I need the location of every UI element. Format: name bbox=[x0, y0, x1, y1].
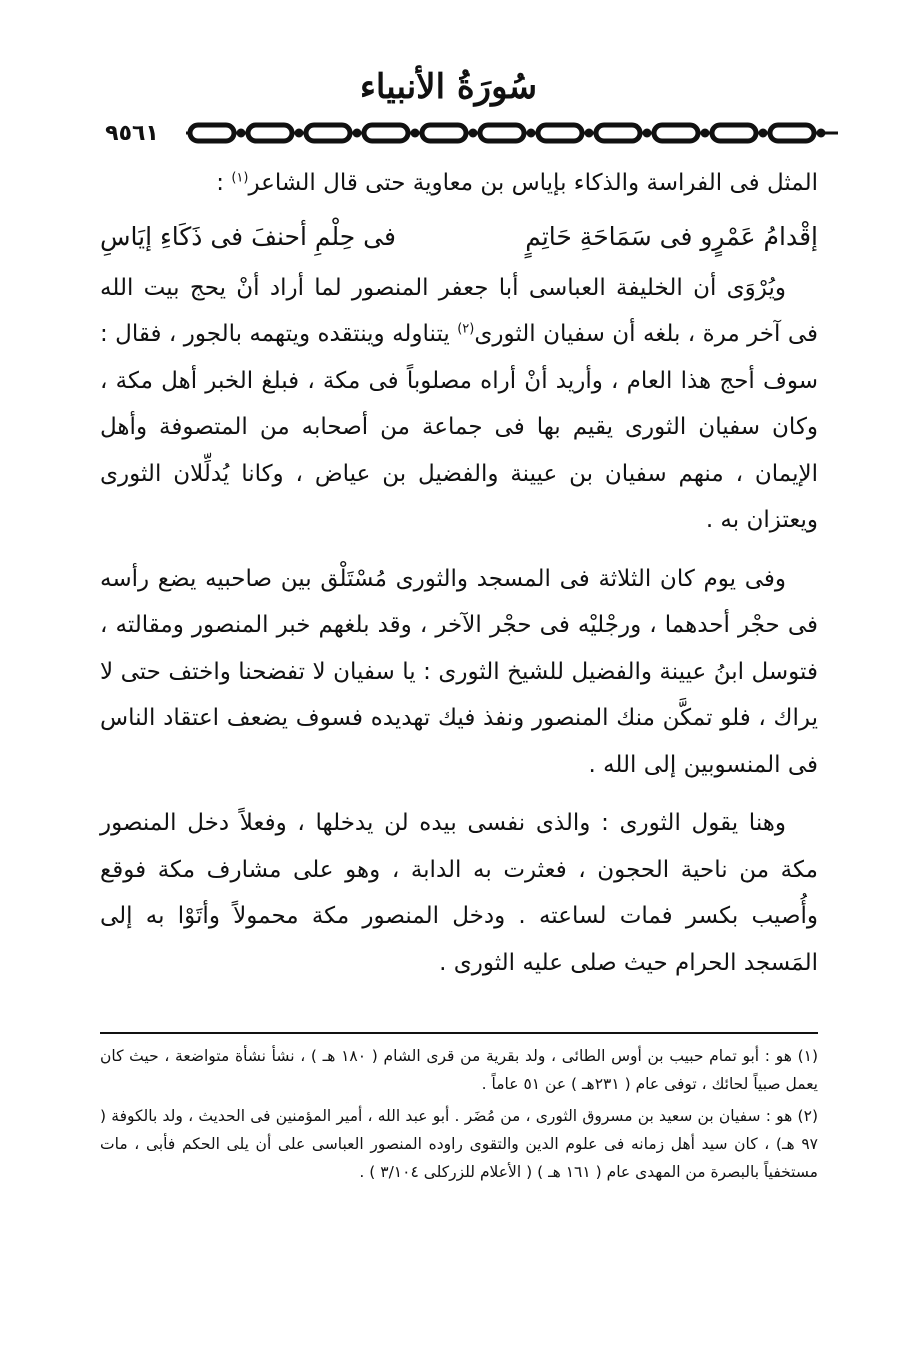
chain-dot bbox=[469, 129, 478, 138]
verse-second-hemistich: فى حِلْمِ أحنفَ فى ذَكَاءِ إيَاسِ bbox=[100, 221, 396, 251]
intro-paragraph bbox=[100, 160, 818, 207]
intro-end: : bbox=[216, 170, 232, 196]
decorative-border-strip bbox=[78, 118, 838, 148]
footnote-ref-1: (١) bbox=[231, 170, 249, 186]
chain-link bbox=[480, 125, 524, 141]
chain-dot bbox=[701, 129, 710, 138]
chain-dot bbox=[817, 129, 826, 138]
chain-dot bbox=[759, 129, 768, 138]
paragraph-1-text-a: ويُرْوَى أن الخليفة العباسى أبا جعفر المنصور لما أراد أنْ يحج بيت الله فى آخر مرة ، بلغه أن سفيان الثورى bbox=[100, 274, 818, 347]
footnote-1: (١) هو : أبو تمام حبيب بن أوس الطائى ، ولد بقرية من قرى الشام ( ١٨٠ هـ ) ، نشأ نشأة متواضعة ، حيث كان يعمل صبياً لحائك ، توفى عام ( ٢٣١هـ ) عن ٥١ عاماً . bbox=[100, 1047, 819, 1093]
footnote-divider bbox=[100, 1032, 818, 1034]
paragraph-1-text-b: يتناوله وينتقده ويتهمه بالجور ، فقال : سوف أحج هذا العام ، وأريد أنْ أراه مصلوباً فى مكة ، فبلغ الخبر أهل مكة ، وكان سفيان الثورى يقيم بها فى جماعة من أصحابه من المتصوفة وأهل الإيمان ، منهم سفيان بن عيينة والفضيل بن عياض ، وكانا يُدلِّلان الثورى ويعتزان به . bbox=[100, 321, 818, 533]
paragraph-2: وفى يوم كان الثلاثة فى المسجد والثورى مُسْتَلْق بين صاحبيه يضع رأسه فى حجْر أحدهما ، ورجْليْه فى حجْر الآخر ، وقد بلغهم خبر المنصور ومقالته ، فتوسل ابنُ عيينة والفضيل للشيخ الثورى : يا سفيان لا تفضحنا واختف حتى لا يراك ، فلو تمكَّن منك المنصور ونفذ فيك تهديده فسوف يضعف اعتقاد الناس فى المنسوبين إلى الله . bbox=[100, 565, 818, 778]
chain-link bbox=[248, 125, 292, 141]
poetry-verse bbox=[100, 213, 818, 261]
paragraph-1 bbox=[100, 265, 818, 544]
chain-link bbox=[364, 125, 408, 141]
main-text bbox=[100, 160, 818, 986]
chain-dot bbox=[411, 129, 420, 138]
page-number: ٩٥٦١ bbox=[78, 118, 186, 148]
surah-title: سُورَةُ الأنبياء bbox=[359, 67, 538, 107]
chain-dot bbox=[237, 129, 246, 138]
intro-text: المثل فى الفراسة والذكاء بإياس بن معاوية حتى قال الشاعر bbox=[248, 170, 818, 196]
paragraph-3: وهنا يقول الثورى : والذى نفسى بيده لن يدخلها ، وفعلاً دخل المنصور مكة من ناحية الحجون ، فعثرت به الدابة ، وهو على مشارف مكة فوقع وأُصيب بكسر فمات لساعته . ودخل المنصور مكة محمولاً وأتَوْا به إلى المَسجد الحرام حيث صلى عليه الثورى . bbox=[100, 810, 818, 976]
chain-dot bbox=[585, 129, 594, 138]
chain-link bbox=[770, 125, 814, 141]
chain-link bbox=[654, 125, 698, 141]
chain-link bbox=[190, 125, 234, 141]
chain-link bbox=[306, 125, 350, 141]
chain-link bbox=[538, 125, 582, 141]
footnote-ref-2: (٢) bbox=[457, 321, 475, 337]
chain-link bbox=[596, 125, 640, 141]
footnote-2: (٢) هو : سفيان بن سعيد بن مسروق الثورى ، من مُضَر . أبو عبد الله ، أمير المؤمنين فى الحديث ، ولد بالكوفة ( ٩٧ هـ) ، كان سيد أهل زمانه فى علوم الدين والتقوى راوده المنصور العباسى على أن يلى الحكم فأبى ، مات مستخفياً بالبصرة من المهدى عام ( ١٦١ هـ ) ( الأعلام للزركلى ٣/١٠٤ ) . bbox=[100, 1107, 818, 1181]
chain-dot bbox=[527, 129, 536, 138]
chain-dot bbox=[295, 129, 304, 138]
footnotes bbox=[100, 1042, 818, 1190]
chain-link bbox=[422, 125, 466, 141]
verse-first-hemistich: إقْدامُ عَمْرٍو فى سَمَاحَةِ حَاتِمٍ bbox=[525, 221, 818, 251]
chain-dot bbox=[353, 129, 362, 138]
chain-link bbox=[712, 125, 756, 141]
chain-dot bbox=[643, 129, 652, 138]
